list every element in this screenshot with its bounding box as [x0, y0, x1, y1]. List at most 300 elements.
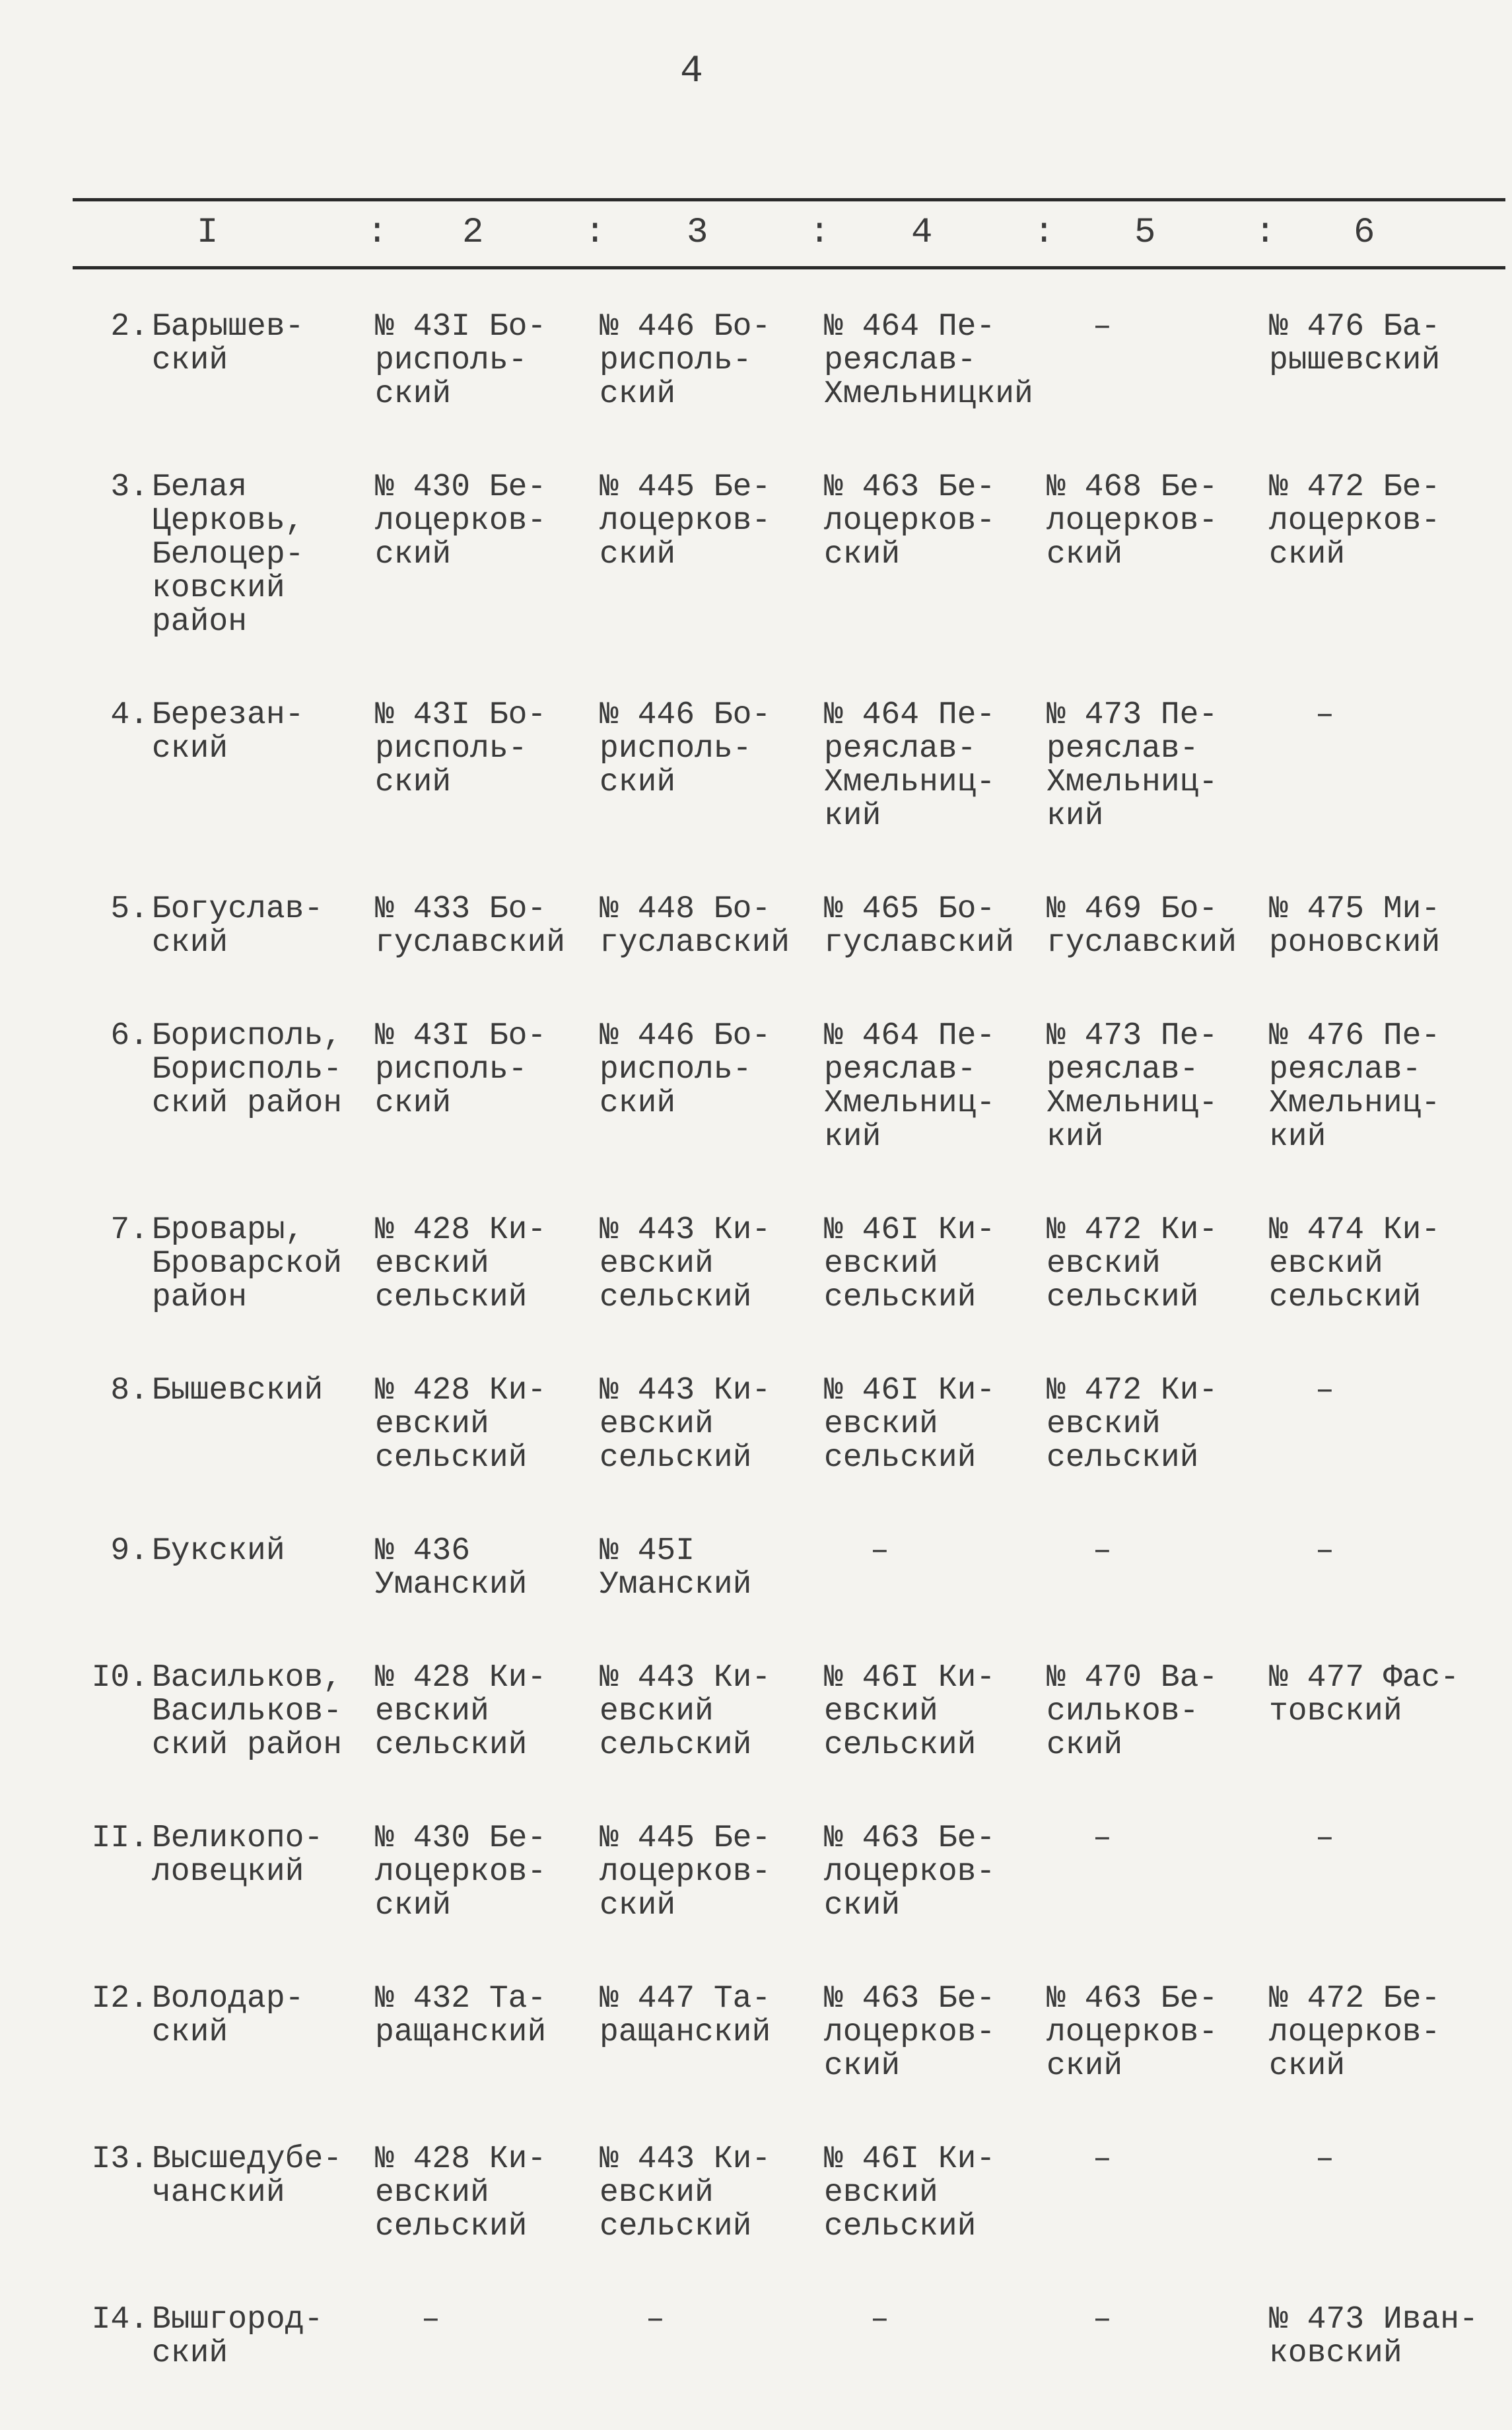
district-name-line: Борисполь- [152, 1052, 343, 1088]
col-4-value [824, 1374, 995, 1475]
col-3-value [600, 893, 790, 960]
district-name-line: ский район [152, 1086, 343, 1121]
col-3-value-line: евский [600, 1246, 714, 1282]
col-2-value-line: евский [375, 1406, 489, 1442]
col-3-value [600, 1020, 771, 1121]
col-3-value-line: сельский [600, 1280, 752, 1315]
row-number [66, 699, 149, 732]
district-name-line: Васильков, [152, 1660, 343, 1696]
col-3-value [600, 2143, 771, 2244]
col-5-value [1047, 2143, 1112, 2176]
col-3-value [600, 1982, 771, 2050]
district-name-line: Бышевский [152, 1373, 324, 1408]
col-6-value-line: рышевский [1269, 343, 1441, 378]
col-6-value [1269, 1822, 1334, 1856]
district-name-line: Барышев- [152, 309, 304, 345]
col-2-value [375, 1020, 546, 1121]
table-top-rule [73, 198, 1505, 201]
col-5-value-line: гуславский [1047, 925, 1237, 961]
col-3-value-line: Уманский [600, 1567, 752, 1603]
col-3-value-line: № 445 Бе- [600, 1821, 771, 1856]
row-number-line: II. [91, 1821, 149, 1856]
row-number [66, 1822, 149, 1856]
row-number-line: 9. [110, 1533, 149, 1569]
district-name-line: Белоцер- [152, 537, 304, 573]
col-6-value-line: ковский [1269, 2336, 1402, 2371]
col-4-value-line: № 46I Ки- [824, 1373, 996, 1408]
col-4-value-line: № 464 Пе- [824, 697, 996, 733]
col-2-value-line: ский [375, 376, 452, 412]
district-name-line: ковский [152, 571, 285, 606]
district-name-line: Бровары, [152, 1212, 304, 1248]
col-4-value [824, 310, 1033, 411]
col-6-value [1269, 471, 1440, 572]
col-6-value-line: ский [1269, 2048, 1346, 2084]
district-name [152, 699, 304, 766]
col-2-value-line: – [421, 2302, 440, 2338]
col-3-value-line: ращанский [600, 2015, 771, 2050]
col-3-value-line: рисполь- [600, 731, 752, 767]
col-4-value-line: № 46I Ки- [824, 2141, 996, 2177]
col-2-value-line: евский [375, 2175, 489, 2211]
district-name [152, 2303, 323, 2371]
col-2-value-line: рисполь- [375, 731, 528, 767]
col-6-value-line: товский [1269, 1694, 1402, 1729]
col-5-value-line: № 468 Бе- [1047, 469, 1218, 505]
col-5-value [1047, 310, 1112, 344]
table-row [0, 2303, 1512, 2430]
col-4-value [824, 2303, 889, 2337]
district-name [152, 2143, 342, 2210]
row-number-line: 3. [110, 469, 149, 505]
col-3-value-line: лоцерков- [600, 503, 771, 539]
col-2-value-line: ращанский [375, 2015, 547, 2050]
col-6-value-line: ский [1269, 537, 1346, 573]
col-4-value-line: реяслав- [824, 731, 977, 767]
page-number: 4 [680, 50, 703, 93]
row-number-line: I2. [91, 1981, 149, 2017]
col-2-value [375, 1661, 546, 1762]
table-row [0, 893, 1512, 1020]
col-4-value-line: кий [824, 798, 881, 834]
col-2-value-line: ский [375, 1086, 452, 1121]
row-number-line: 8. [110, 1373, 149, 1408]
district-name-line: ский [152, 343, 228, 378]
table-header-row [73, 210, 1505, 256]
col-4-value-line: № 464 Пе- [824, 309, 996, 345]
col-2-value-line: рисполь- [375, 1052, 528, 1088]
col-5-value-line: – [1093, 2302, 1112, 2338]
col-4-value-line: № 463 Бе- [824, 1981, 996, 2017]
col-3-value-line: ский [600, 376, 676, 412]
district-name [152, 1535, 285, 1568]
col-4-value-line: № 463 Бе- [824, 469, 996, 505]
col-4-value-line: реяслав- [824, 343, 977, 378]
col-3-value-line: евский [600, 1694, 714, 1729]
col-5-value [1047, 471, 1218, 572]
district-name-line: Володар- [152, 1981, 304, 2017]
row-number [66, 1535, 149, 1568]
col-2-value-line: № 428 Ки- [375, 2141, 547, 2177]
col-5-value-line: ский [1047, 2048, 1123, 2084]
col-3-value-line: сельский [600, 1440, 752, 1476]
col-4-value-line: Хмельницкий [824, 376, 1033, 412]
row-number-line: I0. [91, 1660, 149, 1696]
col-5-value-line: – [1093, 1533, 1112, 1569]
col-6-value-line: Хмельниц- [1269, 1086, 1441, 1121]
col-5-value-line: сельский [1047, 1440, 1199, 1476]
col-3-value-line: № 443 Ки- [600, 1660, 771, 1696]
col-6-value-line: реяслав- [1269, 1052, 1422, 1088]
col-5-value-line: ский [1047, 537, 1123, 573]
col-3-value-line: гуславский [600, 925, 790, 961]
col-4-value-line: – [870, 1533, 889, 1569]
col-2-value-line: № 430 Бе- [375, 469, 547, 505]
col-2-value-line: сельский [375, 1727, 528, 1763]
col-3-value [600, 471, 771, 572]
col-5-value [1047, 1822, 1112, 1856]
col-4-value-line: ский [824, 2048, 901, 2084]
district-name-line: Букский [152, 1533, 285, 1569]
col-6-value-line: лоцерков- [1269, 2015, 1441, 2050]
col-3-value [600, 699, 771, 800]
row-number [66, 1020, 149, 1053]
district-name-line: Высшедубе- [152, 2141, 343, 2177]
table-row [0, 1374, 1512, 1535]
row-number [66, 893, 149, 926]
col-4-value-line: № 465 Бо- [824, 891, 996, 927]
col-3-value-line: № 445 Бе- [600, 469, 771, 505]
col-6-value-line: № 474 Ки- [1269, 1212, 1441, 1248]
row-number-line: 4. [110, 697, 149, 733]
row-number-line: 2. [110, 309, 149, 345]
col-5-value-line: – [1093, 309, 1112, 345]
col-2-value-line: № 43I Бо- [375, 697, 547, 733]
header-separator: : [1033, 213, 1055, 253]
table-row [0, 471, 1512, 699]
col-3-value-line: ский [600, 765, 676, 800]
col-5-value-line: лоцерков- [1047, 503, 1218, 539]
col-2-value-line: рисполь- [375, 343, 528, 378]
col-3-value-line: № 446 Бо- [600, 1018, 771, 1054]
col-6-value [1269, 2143, 1334, 2176]
col-5-value-line: № 472 Ки- [1047, 1212, 1218, 1248]
district-name-line: Вышгород- [152, 2302, 324, 2338]
col-6-value-line: № 476 Ба- [1269, 309, 1441, 345]
col-4-value [824, 1535, 889, 1568]
col-2-value-line: № 430 Бе- [375, 1821, 547, 1856]
district-name [152, 1982, 304, 2050]
col-5-value-line: реяслав- [1047, 1052, 1199, 1088]
col-5-value-line: Хмельниц- [1047, 765, 1218, 800]
district-name-line: ский [152, 2015, 228, 2050]
col-6-value [1269, 699, 1334, 732]
col-2-value [375, 1214, 546, 1315]
col-6-value [1269, 1535, 1334, 1568]
col-6-value-line: № 473 Иван- [1269, 2302, 1478, 2338]
col-4-value [824, 2143, 995, 2244]
col-3-value-line: № 443 Ки- [600, 1373, 771, 1408]
district-name-line: Борисполь, [152, 1018, 343, 1054]
col-4-value-line: № 464 Пе- [824, 1018, 996, 1054]
col-2-value-line: № 428 Ки- [375, 1660, 547, 1696]
col-4-value-line: сельский [824, 2209, 977, 2244]
col-5-value [1047, 1661, 1218, 1762]
col-5-value [1047, 1982, 1218, 2083]
table-row [0, 1982, 1512, 2143]
col-5-value-line: ский [1047, 1727, 1123, 1763]
col-6-value [1269, 2303, 1478, 2371]
table-header-bottom-rule [73, 266, 1505, 269]
col-6-value-line: – [1315, 1373, 1334, 1408]
table-row [0, 699, 1512, 893]
district-name-line: Березан- [152, 697, 304, 733]
district-name-line: чанский [152, 2175, 285, 2211]
col-6-value-line: роновский [1269, 925, 1441, 961]
col-3-value [600, 2303, 665, 2337]
col-4-value [824, 1214, 995, 1315]
col-4-value [824, 1020, 995, 1154]
col-4-value-line: – [870, 2302, 889, 2338]
row-number-line: I3. [91, 2141, 149, 2177]
col-6-value-line: евский [1269, 1246, 1383, 1282]
col-4-value-line: евский [824, 1694, 938, 1729]
col-2-value-line: сельский [375, 1440, 528, 1476]
col-6-value [1269, 893, 1440, 960]
row-number [66, 471, 149, 504]
col-4-value-line: гуславский [824, 925, 1015, 961]
district-name-line: ловецкий [152, 1854, 304, 1890]
col-3-value-line: № 443 Ки- [600, 1212, 771, 1248]
header-separator: : [584, 213, 606, 253]
col-3-value-line: лоцерков- [600, 1854, 771, 1890]
col-3-value-line: ский [600, 1888, 676, 1924]
col-5-value-line: лоцерков- [1047, 2015, 1218, 2050]
col-6-value [1269, 1020, 1440, 1154]
col-5-value-line: № 470 Ва- [1047, 1660, 1218, 1696]
col-5-value-line: № 473 Пе- [1047, 1018, 1218, 1054]
col-2-value-line: № 436 [375, 1533, 471, 1569]
table-row [0, 2143, 1512, 2303]
col-4-value-line: кий [824, 1119, 881, 1155]
col-2-value-line: лоцерков- [375, 1854, 547, 1890]
col-3-value-line: ский [600, 537, 676, 573]
col-4-value-line: лоцерков- [824, 2015, 996, 2050]
col-3-value [600, 1535, 751, 1602]
col-2-value [375, 310, 546, 411]
col-5-value-line: № 472 Ки- [1047, 1373, 1218, 1408]
col-5-value [1047, 893, 1237, 960]
col-3-value-line: сельский [600, 2209, 752, 2244]
col-2-value-line: № 43I Бо- [375, 1018, 547, 1054]
table-body [0, 310, 1512, 2430]
col-5-value [1047, 1535, 1112, 1568]
header-col-2: 2 [462, 213, 484, 253]
district-name-line: Белая [152, 469, 248, 505]
col-2-value [375, 1374, 546, 1475]
col-6-value-line: № 472 Бе- [1269, 1981, 1441, 2017]
district-name-line: ский район [152, 1727, 343, 1763]
col-3-value-line: № 448 Бо- [600, 891, 771, 927]
col-5-value-line: сильков- [1047, 1694, 1199, 1729]
col-6-value-line: лоцерков- [1269, 503, 1441, 539]
col-4-value-line: сельский [824, 1727, 977, 1763]
col-6-value-line: № 472 Бе- [1269, 469, 1441, 505]
table-row [0, 310, 1512, 471]
col-3-value [600, 310, 771, 411]
district-name-line: Богуслав- [152, 891, 324, 927]
col-4-value-line: лоцерков- [824, 503, 996, 539]
col-6-value-line: кий [1269, 1119, 1326, 1155]
district-name-line: Васильков- [152, 1694, 343, 1729]
col-2-value-line: ский [375, 1888, 452, 1924]
table-row [0, 1020, 1512, 1214]
col-4-value-line: ский [824, 1888, 901, 1924]
col-3-value [600, 1661, 771, 1762]
district-name [152, 1214, 342, 1315]
row-number [66, 1661, 149, 1695]
col-6-value-line: – [1315, 697, 1334, 733]
col-5-value [1047, 2303, 1112, 2337]
row-number [66, 1374, 149, 1408]
col-3-value-line: рисполь- [600, 343, 752, 378]
col-5-value [1047, 1020, 1218, 1154]
col-3-value-line: № 45I [600, 1533, 695, 1569]
district-name-line: Броварской [152, 1246, 343, 1282]
header-separator: : [1254, 213, 1276, 253]
row-number-line: 5. [110, 891, 149, 927]
col-2-value [375, 2143, 546, 2244]
col-6-value [1269, 1214, 1440, 1315]
col-5-value-line: № 473 Пе- [1047, 697, 1218, 733]
col-2-value [375, 699, 546, 800]
row-number-line: 6. [110, 1018, 149, 1054]
col-4-value-line: ский [824, 537, 901, 573]
col-2-value-line: ский [375, 765, 452, 800]
col-3-value-line: № 446 Бо- [600, 697, 771, 733]
col-2-value-line: № 43I Бо- [375, 309, 547, 345]
col-5-value-line: кий [1047, 1119, 1104, 1155]
district-name [152, 1374, 323, 1408]
col-2-value-line: сельский [375, 1280, 528, 1315]
col-4-value-line: сельский [824, 1440, 977, 1476]
row-number-line: I4. [91, 2302, 149, 2338]
col-6-value-line: сельский [1269, 1280, 1422, 1315]
col-3-value-line: № 446 Бо- [600, 309, 771, 345]
col-6-value-line: № 477 Фас- [1269, 1660, 1460, 1696]
col-5-value-line: № 469 Бо- [1047, 891, 1218, 927]
col-2-value [375, 1822, 546, 1923]
col-5-value-line: кий [1047, 798, 1104, 834]
row-number-line: 7. [110, 1212, 149, 1248]
col-4-value-line: евский [824, 1406, 938, 1442]
col-5-value-line: евский [1047, 1246, 1161, 1282]
col-3-value-line: рисполь- [600, 1052, 752, 1088]
district-name-line: район [152, 604, 248, 640]
col-5-value-line: реяслав- [1047, 731, 1199, 767]
col-5-value-line: – [1093, 1821, 1112, 1856]
col-6-value-line: № 476 Пе- [1269, 1018, 1441, 1054]
col-2-value-line: № 428 Ки- [375, 1373, 547, 1408]
col-3-value [600, 1214, 771, 1315]
col-2-value-line: Уманский [375, 1567, 528, 1603]
col-5-value-line: № 463 Бе- [1047, 1981, 1218, 2017]
col-4-value-line: Хмельниц- [824, 1086, 996, 1121]
col-3-value-line: сельский [600, 1727, 752, 1763]
col-6-value [1269, 1374, 1334, 1408]
col-6-value [1269, 1661, 1459, 1729]
col-4-value [824, 1822, 995, 1923]
table-row [0, 1214, 1512, 1374]
district-name-line: ский [152, 925, 228, 961]
col-2-value [375, 893, 565, 960]
district-name-line: Церковь, [152, 503, 304, 539]
col-3-value-line: евский [600, 2175, 714, 2211]
col-4-value [824, 893, 1014, 960]
col-2-value-line: № 428 Ки- [375, 1212, 547, 1248]
col-3-value-line: № 447 Та- [600, 1981, 771, 2017]
col-4-value [824, 1982, 995, 2083]
col-6-value [1269, 1982, 1440, 2083]
col-6-value-line: № 475 Ми- [1269, 891, 1441, 927]
col-2-value-line: ский [375, 537, 452, 573]
col-6-value [1269, 310, 1440, 378]
col-2-value [375, 1982, 546, 2050]
col-4-value-line: № 46I Ки- [824, 1212, 996, 1248]
col-5-value-line: сельский [1047, 1280, 1199, 1315]
col-2-value [375, 2303, 440, 2337]
col-5-value [1047, 1214, 1218, 1315]
district-name [152, 1661, 342, 1762]
col-6-value-line: – [1315, 1821, 1334, 1856]
col-4-value [824, 699, 995, 833]
header-col-6: 6 [1354, 213, 1375, 253]
col-2-value [375, 471, 546, 572]
district-name-line: ский [152, 2336, 228, 2371]
col-4-value-line: лоцерков- [824, 1854, 996, 1890]
table-row [0, 1535, 1512, 1661]
col-5-value [1047, 1374, 1218, 1475]
district-name-line: Великопо- [152, 1821, 324, 1856]
col-5-value [1047, 699, 1218, 833]
table-row [0, 1661, 1512, 1822]
col-4-value-line: № 463 Бе- [824, 1821, 996, 1856]
col-4-value [824, 471, 995, 572]
header-separator: : [809, 213, 831, 253]
header-col-4: 4 [911, 213, 933, 253]
col-4-value-line: реяслав- [824, 1052, 977, 1088]
table-row [0, 1822, 1512, 1982]
col-3-value-line: евский [600, 1406, 714, 1442]
col-2-value-line: евский [375, 1246, 489, 1282]
col-5-value-line: евский [1047, 1406, 1161, 1442]
col-2-value-line: № 432 Та- [375, 1981, 547, 2017]
district-name [152, 893, 323, 960]
row-number [66, 2143, 149, 2176]
col-4-value-line: Хмельниц- [824, 765, 996, 800]
district-name [152, 1822, 323, 1889]
col-4-value-line: евский [824, 2175, 938, 2211]
row-number [66, 310, 149, 344]
col-4-value [824, 1661, 995, 1762]
col-2-value-line: гуславский [375, 925, 566, 961]
col-4-value-line: № 46I Ки- [824, 1660, 996, 1696]
header-col-1: I [197, 213, 219, 253]
district-name [152, 310, 304, 378]
col-5-value-line: – [1093, 2141, 1112, 2177]
col-2-value-line: сельский [375, 2209, 528, 2244]
col-5-value-line: Хмельниц- [1047, 1086, 1218, 1121]
